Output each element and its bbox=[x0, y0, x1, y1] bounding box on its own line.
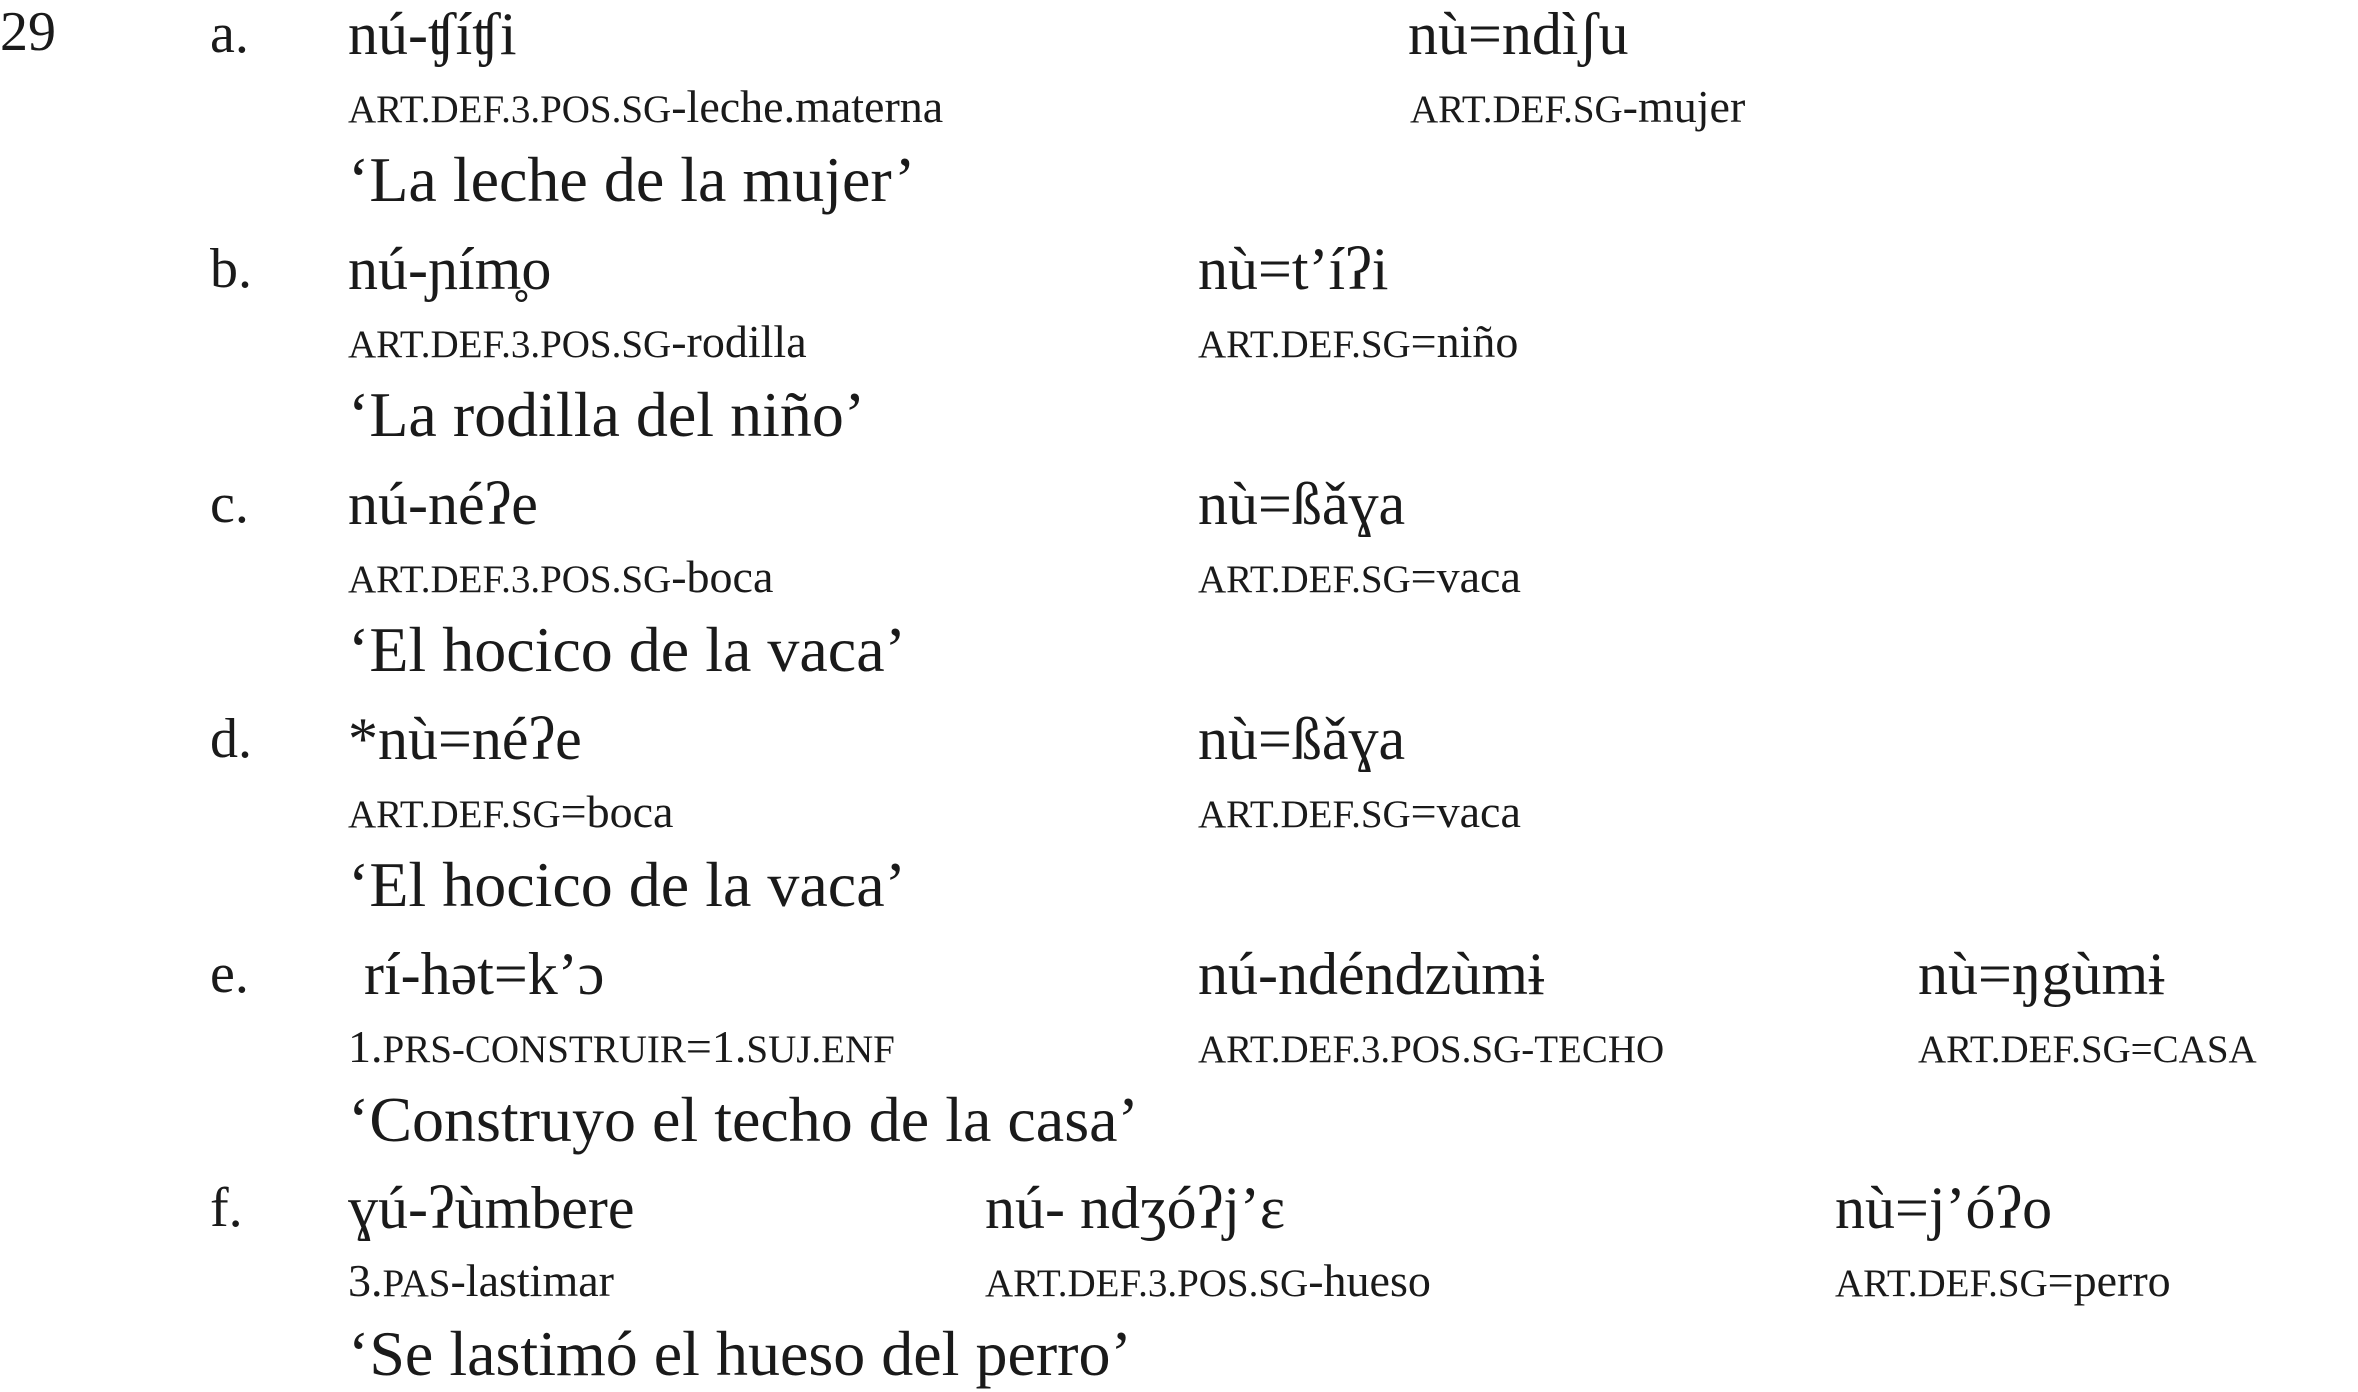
gloss-text: =vaca bbox=[1410, 551, 1521, 602]
gloss-smallcaps: ART.DEF.SG bbox=[1198, 558, 1411, 601]
word-gloss bbox=[985, 1255, 1431, 1306]
gloss-smallcaps: PRS-CONSTRUIR bbox=[382, 1028, 686, 1071]
gloss-smallcaps: ART.DEF.3.POS.SG bbox=[348, 323, 672, 366]
gloss-text: -mujer bbox=[1622, 81, 1746, 132]
word-gloss bbox=[1198, 786, 1521, 837]
example-letter: a. bbox=[210, 3, 249, 65]
gloss-smallcaps: ART.DEF.SG bbox=[1835, 1262, 2048, 1305]
gloss-text: -lastimar bbox=[450, 1255, 614, 1306]
word-form: nù=ndìʃu bbox=[1408, 1, 1629, 67]
free-translation: ‘Construyo el techo de la casa’ bbox=[348, 1084, 1139, 1155]
gloss-smallcaps: ART.DEF.3.POS.SG bbox=[985, 1262, 1309, 1305]
gloss-text: =boca bbox=[560, 786, 674, 837]
word-form: nú- ndʒóʔj’ɛ bbox=[985, 1175, 1286, 1241]
word-form: rí-hət=k’ɔ bbox=[364, 941, 605, 1007]
gloss-text: 1. bbox=[348, 1021, 383, 1072]
word-gloss bbox=[348, 1255, 614, 1306]
example-letter: c. bbox=[210, 473, 249, 535]
gloss-smallcaps: ART.DEF.SG=CASA bbox=[1918, 1028, 2257, 1071]
gloss-text: -boca bbox=[671, 551, 774, 602]
gloss-smallcaps: ART.DEF.SG bbox=[348, 793, 561, 836]
example-letter: e. bbox=[210, 943, 249, 1005]
word-gloss bbox=[1198, 316, 1519, 367]
word-form: nú-ndéndzùmɨ bbox=[1198, 941, 1545, 1007]
gloss-text: =niño bbox=[1410, 316, 1519, 367]
gloss-text: =1. bbox=[685, 1021, 747, 1072]
word-gloss bbox=[348, 551, 774, 602]
free-translation: ‘Se lastimó el hueso del perro’ bbox=[348, 1318, 1132, 1389]
example-number: 29 bbox=[0, 1, 56, 63]
word-form: nù=ßǎɣa bbox=[1198, 706, 1406, 772]
free-translation: ‘La leche de la mujer’ bbox=[348, 144, 916, 215]
word-gloss bbox=[348, 786, 674, 837]
gloss-text: 3. bbox=[348, 1255, 383, 1306]
word-form: *nù=néʔe bbox=[348, 706, 582, 772]
gloss-smallcaps: ART.DEF.3.POS.SG bbox=[348, 558, 672, 601]
word-gloss bbox=[348, 316, 807, 367]
word-form: nú-néʔe bbox=[348, 471, 538, 537]
gloss-smallcaps: ART.DEF.3.POS.SG bbox=[348, 88, 672, 131]
gloss-text: -leche.materna bbox=[671, 81, 944, 132]
word-gloss bbox=[348, 1021, 895, 1072]
word-gloss bbox=[1198, 1024, 1664, 1070]
gloss-smallcaps: ART.DEF.SG bbox=[1198, 323, 1411, 366]
free-translation: ‘El hocico de la vaca’ bbox=[348, 849, 906, 920]
free-translation: ‘La rodilla del niño’ bbox=[348, 379, 866, 450]
gloss-text: -hueso bbox=[1308, 1255, 1431, 1306]
gloss-smallcaps: ART.DEF.SG bbox=[1198, 793, 1411, 836]
word-gloss bbox=[1198, 551, 1521, 602]
word-gloss bbox=[1918, 1024, 2257, 1070]
word-gloss bbox=[1835, 1255, 2171, 1306]
word-form: nù=j’óʔo bbox=[1835, 1175, 2053, 1241]
free-translation: ‘El hocico de la vaca’ bbox=[348, 614, 906, 685]
word-form: nú-ʧíʧi bbox=[348, 1, 517, 67]
gloss-text: =perro bbox=[2047, 1255, 2171, 1306]
word-form: nú-ɲím̥o bbox=[348, 236, 552, 302]
gloss-text: =vaca bbox=[1410, 786, 1521, 837]
gloss-text: -rodilla bbox=[671, 316, 807, 367]
word-form: nù=ŋgùmɨ bbox=[1918, 941, 2165, 1007]
gloss-smallcaps: ART.DEF.3.POS.SG-TECHO bbox=[1198, 1028, 1665, 1071]
word-gloss bbox=[348, 81, 944, 132]
gloss-smallcaps: PAS bbox=[382, 1262, 451, 1305]
word-gloss bbox=[1410, 81, 1746, 132]
word-form: ɣú-ʔùmbere bbox=[348, 1175, 635, 1241]
example-letter: d. bbox=[210, 708, 252, 770]
example-letter: b. bbox=[210, 238, 252, 300]
gloss-smallcaps: SUJ.ENF bbox=[746, 1028, 895, 1071]
word-form: nù=t’íʔi bbox=[1198, 236, 1389, 302]
word-form: nù=ßǎɣa bbox=[1198, 471, 1406, 537]
example-letter: f. bbox=[210, 1177, 243, 1239]
gloss-smallcaps: ART.DEF.SG bbox=[1410, 88, 1623, 131]
